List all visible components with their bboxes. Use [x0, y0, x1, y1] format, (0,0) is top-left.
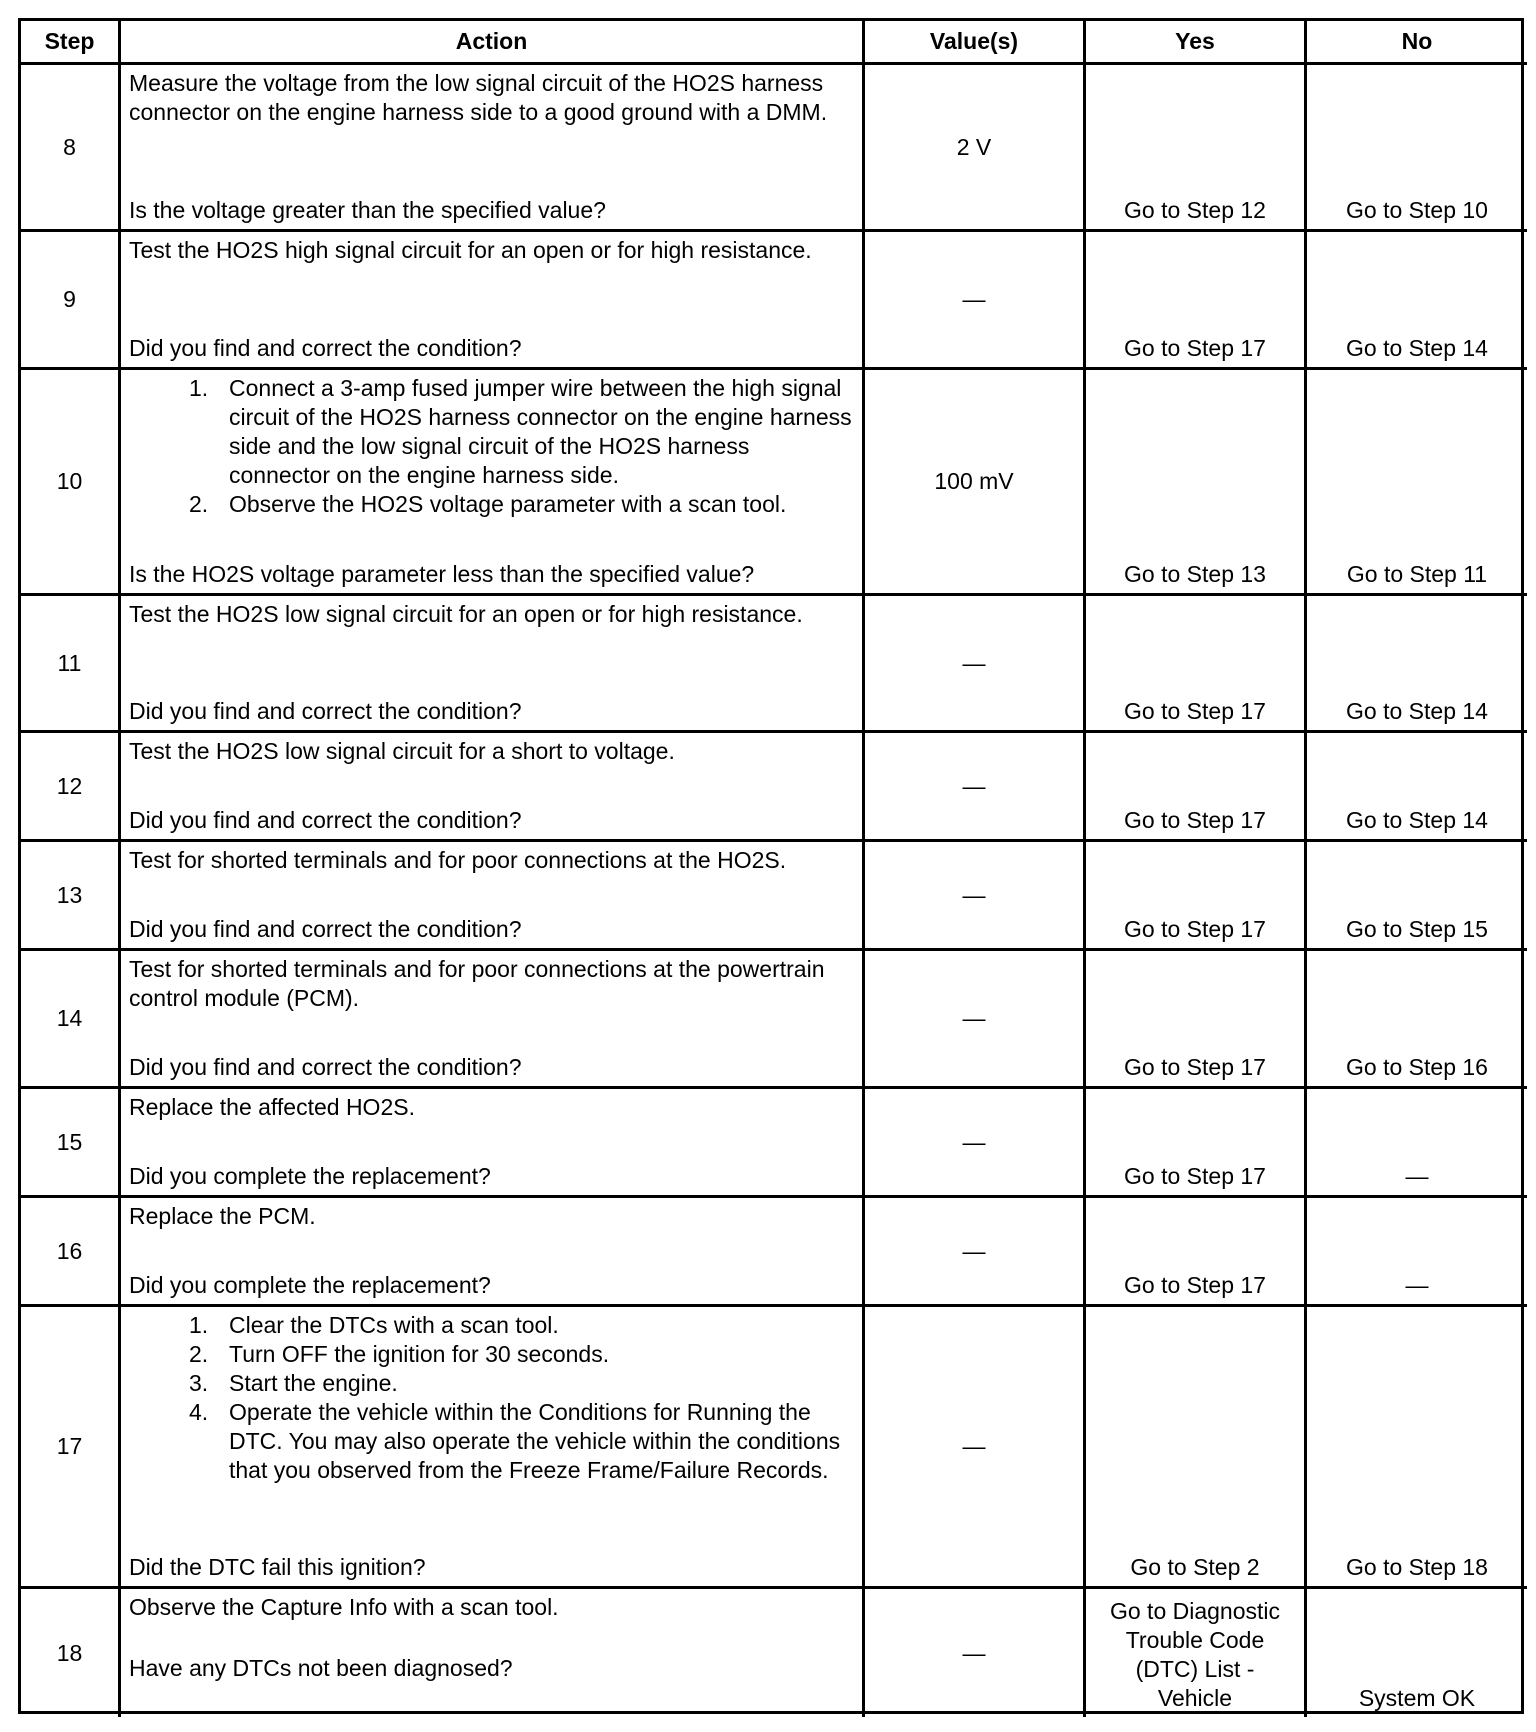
no-cell: Go to Step 10: [1307, 65, 1527, 232]
yes-cell: Go to Step 17: [1086, 1089, 1307, 1198]
yes-cell: Go to Step 2: [1086, 1307, 1307, 1589]
action-text: Observe the Capture Info with a scan tool.: [129, 1594, 559, 1620]
action-text: Replace the PCM.: [129, 1203, 316, 1229]
no-cell: System OK: [1358, 1685, 1476, 1711]
action-question: Is the voltage greater than the specified value?: [129, 197, 606, 223]
action-cell: [121, 842, 865, 951]
action-question: Did you find and correct the condition?: [129, 807, 522, 833]
action-cell: [121, 232, 865, 370]
no-cell: Go to Step 15: [1307, 842, 1527, 951]
action-cell: [121, 1589, 865, 1717]
step-number: 8: [21, 65, 121, 232]
step-number: 11: [21, 596, 121, 733]
yes-cell: Go to Step 13: [1086, 370, 1307, 596]
sub-step: [189, 1340, 854, 1369]
value-cell: —: [865, 733, 1086, 842]
yes-cell: Go to Step 17: [1086, 842, 1307, 951]
sub-step-list: [129, 374, 854, 519]
action-cell: [121, 951, 865, 1089]
action-text: Test the HO2S high signal circuit for an open or for high resistance.: [129, 237, 812, 263]
sub-step-list: [129, 1311, 854, 1485]
header-values: Value(s): [865, 21, 1086, 65]
value-cell: —: [865, 596, 1086, 733]
value-cell: —: [865, 1307, 1086, 1589]
step-number: 9: [21, 232, 121, 370]
action-text: Replace the affected HO2S.: [129, 1094, 415, 1120]
value-cell: 2 V: [865, 65, 1086, 232]
no-cell: —: [1307, 1198, 1527, 1307]
yes-cell: Go to Step 17: [1086, 1198, 1307, 1307]
action-cell: [121, 370, 865, 596]
no-cell: Go to Step 16: [1307, 951, 1527, 1089]
action-cell: [121, 1307, 865, 1589]
step-number: 10: [21, 370, 121, 596]
action-question: Did you complete the replacement?: [129, 1272, 491, 1298]
action-question: Did the DTC fail this ignition?: [129, 1554, 426, 1580]
sub-step-text: Clear the DTCs with a scan tool.: [229, 1312, 559, 1338]
diagnostic-table: [18, 18, 1524, 1714]
value-cell: —: [865, 232, 1086, 370]
step-number: 14: [21, 951, 121, 1089]
action-text: Test for shorted terminals and for poor connections at the powertrain control module (PCM).: [129, 956, 825, 1011]
sub-step-number: 1.: [189, 1312, 209, 1338]
action-question: Did you find and correct the condition?: [129, 698, 522, 724]
action-question: Did you find and correct the condition?: [129, 916, 522, 942]
action-cell: [121, 65, 865, 232]
sub-step-text: Turn OFF the ignition for 30 seconds.: [229, 1341, 610, 1367]
no-cell: —: [1307, 1089, 1527, 1198]
no-cell: Go to Step 18: [1307, 1307, 1527, 1589]
action-cell: [121, 733, 865, 842]
step-number: 13: [21, 842, 121, 951]
header-no: No: [1307, 21, 1527, 65]
step-number: 15: [21, 1089, 121, 1198]
action-question: Did you complete the replacement?: [129, 1163, 491, 1189]
sub-step-number: 2.: [189, 491, 209, 517]
action-cell: [121, 1089, 865, 1198]
yes-cell: Go to Diagnostic Trouble Code (DTC) List - Vehicle: [1086, 1589, 1307, 1717]
step-number: 17: [21, 1307, 121, 1589]
no-cell: Go to Step 14: [1307, 733, 1527, 842]
action-text: Test for shorted terminals and for poor connections at the HO2S.: [129, 847, 787, 873]
value-cell: —: [865, 1198, 1086, 1307]
action-question: Did you find and correct the condition?: [129, 1054, 522, 1080]
sub-step-text: Operate the vehicle within the Conditions for Running the DTC. You may also operate the vehicle within the conditions that you observed from the Freeze Frame/Failure Records.: [229, 1399, 841, 1483]
yes-cell: Go to Step 12: [1086, 65, 1307, 232]
sub-step-text: Start the engine.: [229, 1370, 398, 1396]
action-text: Test the HO2S low signal circuit for a short to voltage.: [129, 738, 675, 764]
sub-step-text: Connect a 3-amp fused jumper wire between the high signal circuit of the HO2S harness connector on the engine harness side and the low signal circuit of the HO2S harness connector on the engine harness side.: [229, 375, 852, 488]
step-number: 16: [21, 1198, 121, 1307]
no-cell: Go to Step 14: [1307, 596, 1527, 733]
sub-step: [189, 1369, 854, 1398]
yes-cell: Go to Step 17: [1086, 951, 1307, 1089]
value-cell: —: [865, 951, 1086, 1089]
value-cell: —: [865, 1589, 1086, 1717]
action-question: Is the HO2S voltage parameter less than the specified value?: [129, 561, 755, 587]
yes-cell: Go to Step 17: [1086, 733, 1307, 842]
value-cell: 100 mV: [865, 370, 1086, 596]
sub-step: [189, 490, 854, 519]
sub-step: [189, 374, 854, 490]
action-cell: [121, 1198, 865, 1307]
action-question: Did you find and correct the condition?: [129, 335, 522, 361]
header-action: Action: [121, 21, 865, 65]
sub-step-number: 2.: [189, 1341, 209, 1367]
step-number: 18: [21, 1589, 121, 1717]
header-step: Step: [21, 21, 121, 65]
yes-cell: Go to Step 17: [1086, 232, 1307, 370]
no-cell: Go to Step 14: [1307, 232, 1527, 370]
action-cell: [121, 596, 865, 733]
sub-step: [189, 1311, 854, 1340]
action-text: Test the HO2S low signal circuit for an open or for high resistance.: [129, 601, 803, 627]
sub-step-number: 1.: [189, 375, 209, 401]
step-number: 12: [21, 733, 121, 842]
sub-step-number: 3.: [189, 1370, 209, 1396]
action-text: Measure the voltage from the low signal circuit of the HO2S harness connector on the engine harness side to a good ground with a DMM.: [129, 70, 828, 125]
sub-step: [189, 1398, 854, 1485]
action-question: Have any DTCs not been diagnosed?: [129, 1655, 513, 1681]
table-grid: [21, 21, 1521, 1711]
no-cell: Go to Step 11: [1307, 370, 1527, 596]
sub-step-text: Observe the HO2S voltage parameter with a scan tool.: [229, 491, 787, 517]
value-cell: —: [865, 1089, 1086, 1198]
yes-cell: Go to Step 17: [1086, 596, 1307, 733]
header-yes: Yes: [1086, 21, 1307, 65]
value-cell: —: [865, 842, 1086, 951]
sub-step-number: 4.: [189, 1399, 209, 1425]
